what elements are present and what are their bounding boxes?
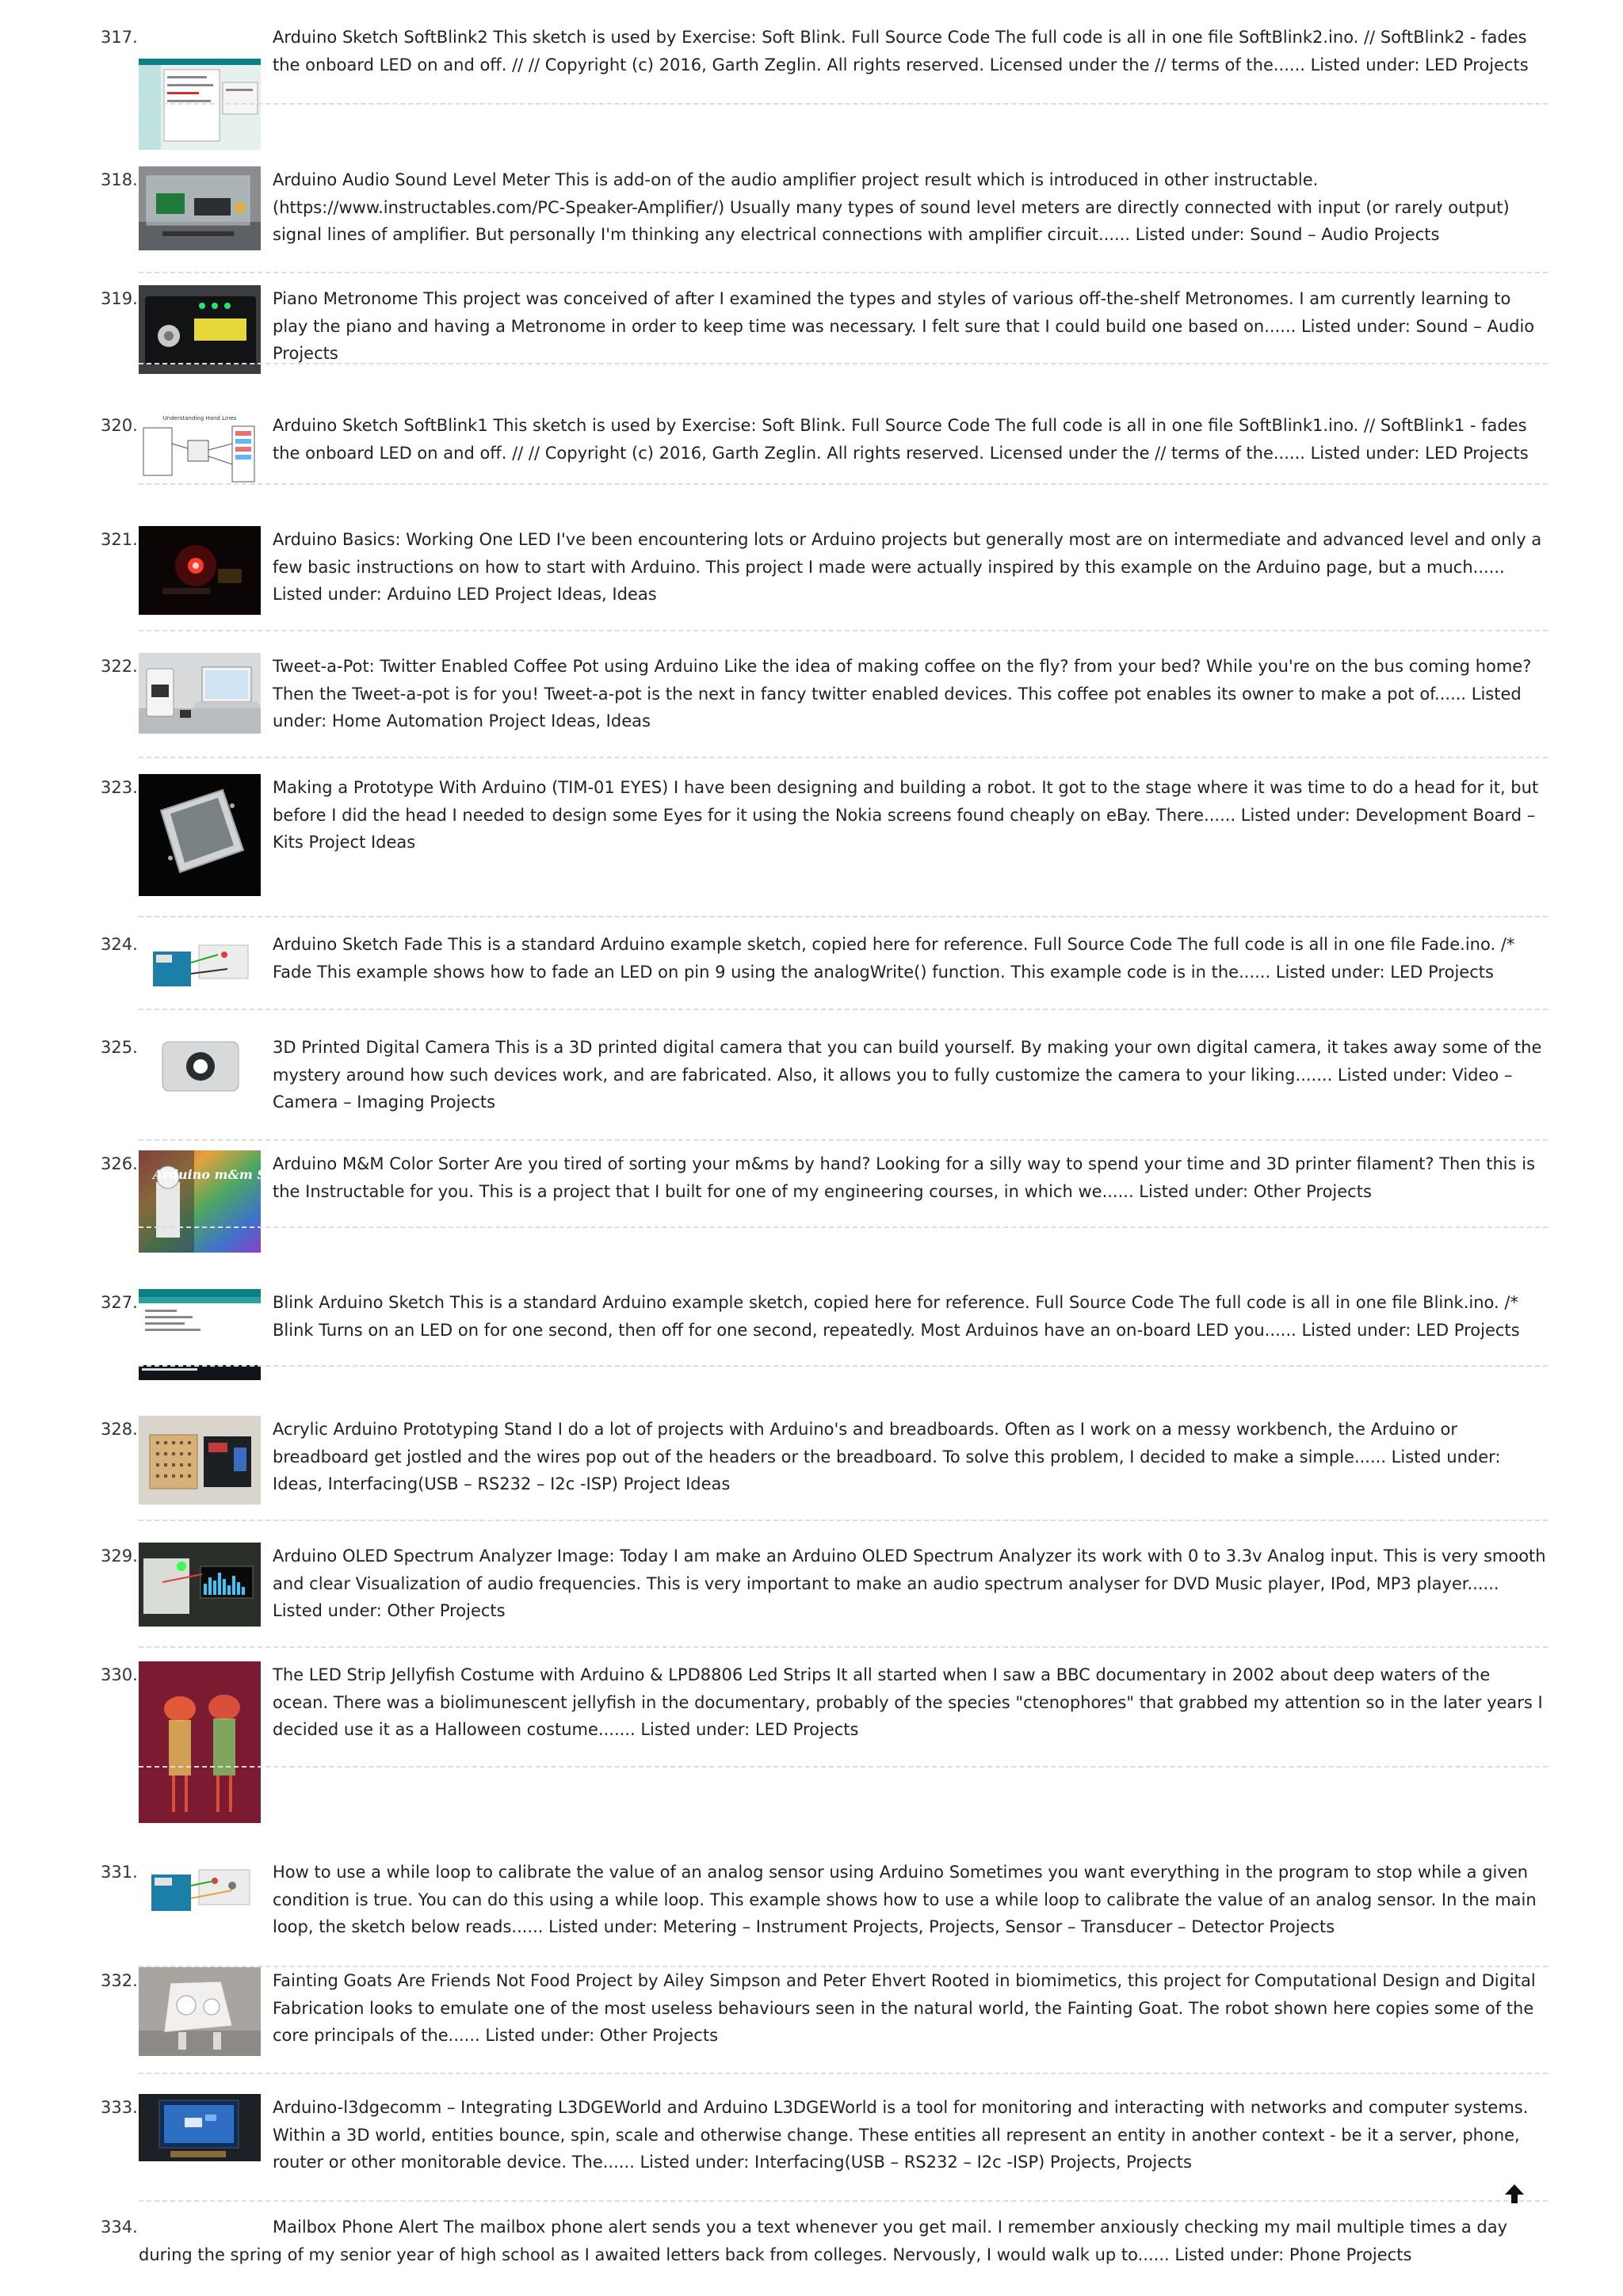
item-number: 330.: [101, 1665, 138, 1684]
item-separator: [139, 2200, 1548, 2202]
item-separator: [139, 1520, 1548, 1521]
item-description[interactable]: Arduino Sketch SoftBlink2 This sketch is used by Exercise: Soft Blink. Full Source Code The full code is all in one file SoftBlink2.ino. // SoftBlink2 - fades the onboard LED on and off. // // Copyright (c) 2016, Garth Zeglin. All rights reserved. Licensed under the // terms of the...... Listed under: LED Projects: [273, 28, 1529, 74]
item-description[interactable]: Tweet-a-Pot: Twitter Enabled Coffee Pot using Arduino Like the idea of making coffee on the fly? from your bed? While you're on the bus coming home? Then the Tweet-a-pot is for you! Tweet-a-pot is the next in fancy twitter enabled devices. This coffee pot enables its owner to make a pot of...... Listed under: Home Automation Project Ideas, Ideas: [273, 657, 1532, 730]
prototyping-stand-thumbnail[interactable]: [139, 1416, 261, 1505]
item-number: 327.: [101, 1293, 138, 1312]
item-description[interactable]: Acrylic Arduino Prototyping Stand I do a lot of projects with Arduino's and breadboards. Often as I work on a messy workbench, the Arduino or breadboard get jostled and the wires pop out of the headers or the breadboard. To solve this problem, I decided to make a simple...... Listed under: Ideas, Interfacing(USB – RS232 – I2c -ISP) Project Ideas: [273, 1420, 1501, 1493]
item-separator: [139, 1766, 1548, 1768]
item-number: 333.: [101, 2098, 138, 2117]
item-number: 326.: [101, 1154, 138, 1173]
item-description[interactable]: Arduino Basics: Working One LED I've been encountering lots or Arduino projects but generally most are on intermediate and advanced level and only a few basic instructions on how to start with Arduino. This project I made were actually inspired by this example on the Arduino page, but a much...... Listed under: Arduino LED Project Ideas, Ideas: [273, 530, 1542, 604]
item-number: 325.: [101, 1038, 138, 1057]
item-separator: [139, 2073, 1548, 2074]
item-description[interactable]: Blink Arduino Sketch This is a standard Arduino example sketch, copied here for reference. Full Source Code The full code is all in one file Blink.ino. /* Blink Turns on an LED on for one second, then off for one second, repeatedly. Most Arduinos have an on-board LED you...... Listed under: LED Projects: [273, 1293, 1520, 1340]
item-number: 321.: [101, 530, 138, 549]
sound-level-meter-thumbnail[interactable]: [139, 166, 261, 250]
item-number: 328.: [101, 1420, 138, 1439]
thumbnail-caption: Arduino m&m Sorter: [152, 1167, 303, 1182]
arrow-up-icon[interactable]: [1501, 2180, 1528, 2207]
item-description[interactable]: Arduino OLED Spectrum Analyzer Image: Today I am make an Arduino OLED Spectrum Analyzer its work with 0 to 3.3v Analog input. This is very smooth and clear Visualization of audio frequencies. This is very important to make an audio spectrum analyser for DVD Music player, IPod, MP3 player...... Listed under: Other Projects: [273, 1547, 1546, 1620]
item-separator: [139, 757, 1548, 758]
item-description[interactable]: Arduino-l3dgecomm – Integrating L3DGEWorld and Arduino L3DGEWorld is a tool for monitoring and interacting with networks and computer systems. Within a 3D world, entities bounce, spin, scale and otherwise change. These entities all represent an entity in another context - be it a server, phone, router or other monitorable device. The...... Listed under: Interfacing(USB – RS232 – I2c -ISP) Projects, Projects: [273, 2098, 1529, 2172]
item-description[interactable]: The LED Strip Jellyfish Costume with Arduino & LPD8806 Led Strips It all started when I saw a BBC documentary in 2002 about deep waters of the ocean. There was a biolimunescent jellyfish in the documentary, probably of the species "ctenophores" that grabbed my attention so in the later years I decided use it as a Halloween costume....... Listed under: LED Projects: [273, 1665, 1543, 1739]
item-description[interactable]: How to use a while loop to calibrate the value of an analog sensor using Arduino Sometimes you want everything in the program to stop while a given condition is true. You can do this using a while loop. This example shows how to use a while loop to calibrate the value of an analog sensor. In the main loop, the sketch below reads...... Listed under: Metering – Instrument Projects, Projects, Sensor – Transducer – Detector Projects: [273, 1863, 1537, 1936]
item-description[interactable]: Arduino Sketch Fade This is a standard Arduino example sketch, copied here for reference. Full Source Code The full code is all in one file Fade.ino. /* Fade This example shows how to fade an LED on pin 9 using the analogWrite() function. This example code is in the...... Listed under: LED Projects: [273, 935, 1515, 982]
item-separator: [139, 1365, 1548, 1367]
item-description[interactable]: Arduino Sketch SoftBlink1 This sketch is used by Exercise: Soft Blink. Full Source Code The full code is all in one file SoftBlink1.ino. // SoftBlink1 - fades the onboard LED on and off. // // Copyright (c) 2016, Garth Zeglin. All rights reserved. Licensed under the // terms of the...... Listed under: LED Projects: [273, 416, 1529, 463]
item-number: 317.: [101, 28, 138, 47]
item-description[interactable]: Mailbox Phone Alert The mailbox phone alert sends you a text whenever you get mail. I remember anxiously checking my mail multiple times a day during the spring of my senior year of high school as I awaited letters back from colleges. Nervously, I would walk up to...... Listed under: Phone Projects: [139, 2218, 1508, 2264]
item-separator: [139, 630, 1548, 631]
item-separator: [139, 1646, 1548, 1648]
fainting-goat-robot-thumbnail[interactable]: [139, 1967, 261, 2056]
l3dgeworld-monitor-thumbnail[interactable]: [139, 2094, 261, 2161]
coffee-pot-laptop-thumbnail[interactable]: [139, 653, 261, 734]
fade-circuit-thumbnail[interactable]: [139, 931, 261, 994]
item-separator: [139, 272, 1548, 273]
analog-sensor-circuit-thumbnail[interactable]: [139, 1859, 261, 1920]
item-number: 331.: [101, 1863, 138, 1882]
item-number: 329.: [101, 1547, 138, 1566]
item-number: 332.: [101, 1971, 138, 1990]
item-description[interactable]: Making a Prototype With Arduino (TIM-01 EYES) I have been designing and building a robot. It got to the stage where it was time to do a head for it, but before I did the head I needed to design some Eyes for it using the Nokia screens found cheaply on eBay. There...... Listed under: Development Board – Kits Project Ideas: [273, 778, 1539, 852]
item-number: 324.: [101, 935, 138, 954]
item-description[interactable]: Fainting Goats Are Friends Not Food Project by Ailey Simpson and Peter Ehvert Rooted in biomimetics, this project for Computational Design and Digital Fabrication looks to emulate one of the most useless behaviours seen in the natural world, the Fainting Goat. The robot shown here copies some of the core principals of the...... Listed under: Other Projects: [273, 1971, 1536, 2045]
thumbnail-caption: Understanding Hand Lines: [162, 415, 237, 421]
color-sorter-thumbnail[interactable]: [139, 1150, 303, 1253]
item-separator: [139, 483, 1548, 485]
item-number: 319.: [101, 289, 138, 308]
oled-analyzer-thumbnail[interactable]: [139, 1543, 261, 1627]
item-description[interactable]: 3D Printed Digital Camera This is a 3D printed digital camera that you can build yourself. By making your own digital camera, it takes away some of the mystery around how such devices work, and are fabricated. Also, it allows you to fully customize the camera to your liking....... Listed under: Video – Camera – Imaging Projects: [273, 1038, 1542, 1112]
item-separator: [139, 363, 1548, 364]
nokia-screen-thumbnail[interactable]: [139, 774, 261, 896]
item-separator: [139, 103, 1548, 105]
item-separator: [139, 1009, 1548, 1010]
item-separator: [139, 916, 1548, 917]
item-separator: [139, 1226, 1548, 1228]
item-description[interactable]: Arduino Audio Sound Level Meter This is add-on of the audio amplifier project result which is introduced in other instructable. (https://www.instructables.com/PC-Speaker-Amplifier/) Usually many types of sound level meters are directly connected with input (or rarely output) signal lines of amplifier. But personally I'm thinking any electrical connections with amplifier circuit...... Listed under: Sound – Audio Projects: [273, 170, 1510, 244]
item-separator: [139, 1139, 1548, 1141]
jellyfish-costume-thumbnail[interactable]: [139, 1661, 261, 1823]
item-number: 318.: [101, 170, 138, 189]
item-number: 320.: [101, 416, 138, 435]
red-led-thumbnail[interactable]: [139, 526, 261, 615]
piano-metronome-thumbnail[interactable]: [139, 285, 261, 374]
digital-camera-thumbnail[interactable]: [139, 1034, 261, 1097]
item-number: 334.: [101, 2218, 138, 2237]
item-number: 323.: [101, 778, 138, 797]
item-description[interactable]: Arduino M&M Color Sorter Are you tired of sorting your m&ms by hand? Looking for a silly way to spend your time and 3D printer filament? Then this is the Instructable for you. This is a project that I built for one of my engineering courses, in which we...... Listed under: Other Projects: [273, 1154, 1536, 1201]
item-description[interactable]: Piano Metronome This project was conceived of after I examined the types and styles of various off-the-shelf Metronomes. I am currently learning to play the piano and having a Metronome in order to keep time was necessary. I felt sure that I could build one based on...... Listed under: Sound – Audio Projects: [273, 289, 1535, 363]
item-number: 322.: [101, 657, 138, 676]
hand-lines-diagram-thumbnail[interactable]: [139, 412, 261, 491]
